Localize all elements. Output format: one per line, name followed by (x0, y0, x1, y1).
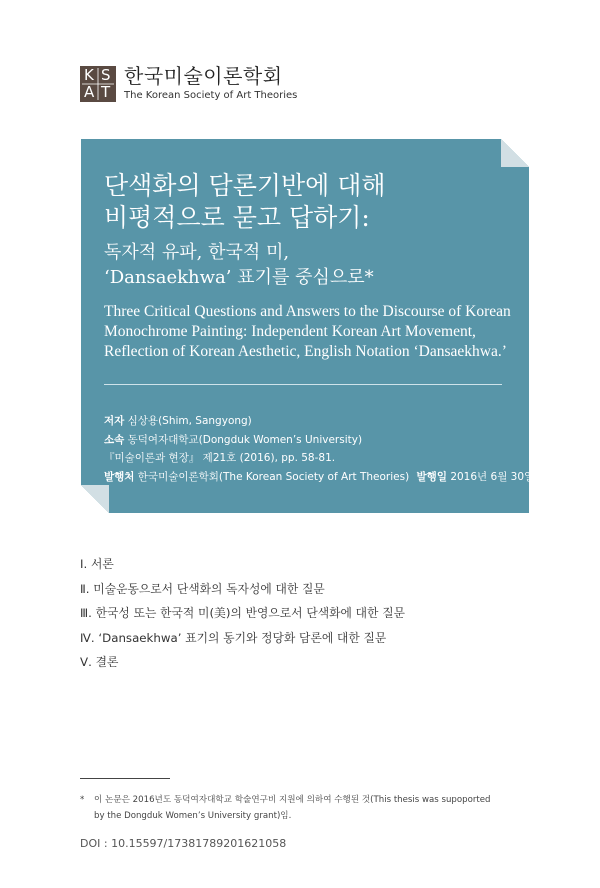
society-logo (80, 66, 116, 102)
date-value: 2016년 6월 30일 (450, 470, 535, 483)
subtitle-ko-line-2: ‘Dansaekhwa’ 표기를 중심으로* (104, 267, 374, 288)
article-title-ko (104, 170, 504, 234)
panel-divider (104, 384, 502, 385)
meta-publisher (104, 468, 535, 487)
subtitle-ko-line-1: 독자적 유파, 한국적 미, (104, 242, 290, 263)
table-of-contents (80, 552, 520, 675)
meta-affiliation (104, 431, 524, 450)
footnote (80, 792, 520, 824)
affiliation-label: 소속 (104, 433, 125, 446)
date-label: 발행일 (416, 470, 447, 483)
meta-journal: 『미술이론과 현장』 제21호 (2016), pp. 58-81. (104, 452, 336, 464)
footnote-rule (80, 778, 170, 779)
toc-item: Ⅳ. ‘Dansaekhwa’ 표기의 동기와 정당화 담론에 대한 질문 (80, 630, 387, 645)
title-ko-line-1: 단색화의 담론기반에 대해 (104, 171, 386, 200)
footnote-line-2: by the Dongduk Women’s University grant)임. (94, 811, 292, 821)
toc-item: Ⅴ. 결론 (80, 655, 119, 669)
logo-letter-t: T (101, 83, 111, 101)
title-en-line-3: Reflection of Korean Aesthetic, English Notation ‘Dansaekhwa.’ (104, 343, 507, 360)
society-name (124, 64, 297, 101)
author-label: 저자 (104, 415, 125, 427)
author-value: 심상용(Shim, Sangyong) (127, 415, 252, 427)
toc-item: Ⅲ. 한국성 또는 한국적 미(美)의 반영으로서 단색화에 대한 질문 (80, 606, 405, 620)
society-name-en: The Korean Society of Art Theories (124, 90, 298, 101)
meta-author (104, 412, 524, 431)
title-en-line-1: Three Critical Questions and Answers to the Discourse of Korean (104, 303, 511, 320)
toc-item: Ⅱ. 미술운동으로서 단색화의 독자성에 대한 질문 (80, 581, 325, 596)
doi: DOI : 10.15597/17381789201621058 (80, 837, 287, 850)
title-ko-line-2: 비평적으로 묻고 답하기: (104, 203, 370, 232)
logo-letter-a: A (84, 83, 95, 101)
logo-letter-s: S (101, 66, 111, 84)
logo-letter-k: K (84, 66, 94, 84)
article-title-en (104, 302, 514, 362)
society-name-ko: 한국미술이론학회 (124, 64, 283, 88)
title-en-line-2: Monochrome Painting: Independent Korean Art Movement, (104, 323, 476, 340)
footnote-mark: * (80, 795, 85, 805)
footnote-line-1: 이 논문은 2016년도 동덕여자대학교 학술연구비 지원에 의하여 수행된 것(This thesis was supoported (94, 795, 491, 805)
logo-grid-icon (80, 66, 116, 102)
publisher-value: 한국미술이론학회(The Korean Society of Art Theories) (137, 470, 410, 483)
affiliation-value: 동덕여자대학교(Dongduk Women’s University) (127, 433, 363, 446)
publisher-label: 발행처 (104, 470, 135, 483)
toc-item: Ⅰ. 서론 (80, 557, 114, 571)
article-meta (104, 412, 535, 486)
article-subtitle-ko (104, 240, 504, 290)
